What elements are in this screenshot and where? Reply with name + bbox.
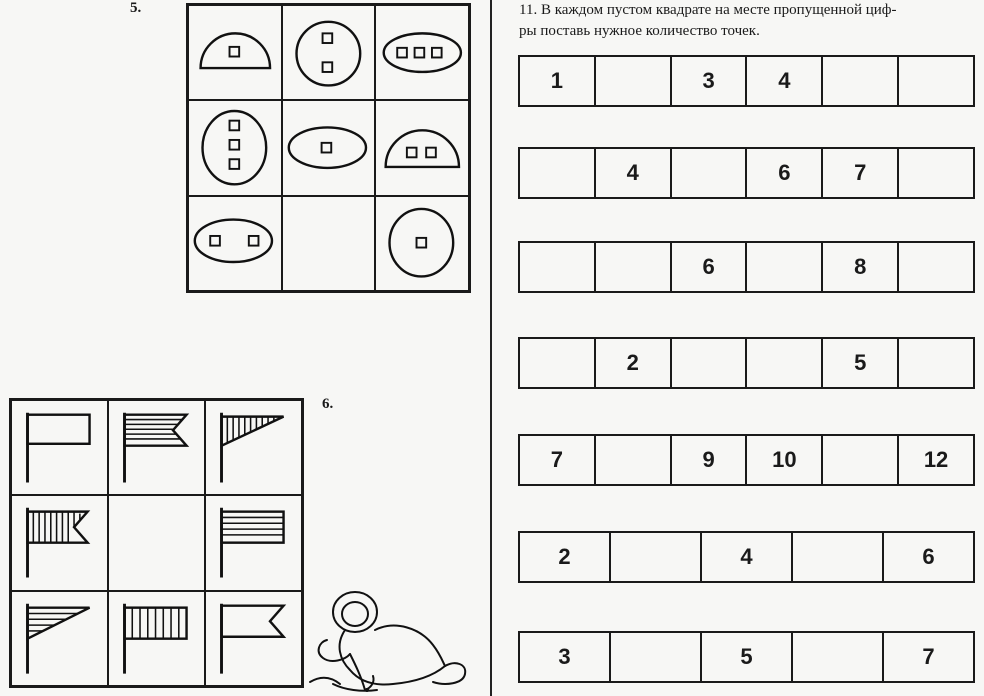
strip-box-empty[interactable] — [596, 243, 672, 291]
cell-ellipse-3-squares — [375, 5, 469, 100]
strip-box-empty[interactable] — [520, 149, 596, 197]
page-divider — [490, 0, 492, 696]
strip-box: 1 — [520, 57, 596, 105]
strip-box-empty[interactable] — [793, 533, 884, 581]
flag-triangle-vertical-stripes-icon — [205, 400, 302, 495]
task-6-flag-grid — [9, 398, 304, 688]
strip-box-empty[interactable] — [823, 57, 899, 105]
cell-circle-2-squares — [282, 5, 376, 100]
flag-triangle-horizontal-stripes-icon — [11, 591, 108, 686]
strip-box-empty[interactable] — [899, 57, 973, 105]
instruction-line-2: ры поставь нужное количество точек. — [519, 23, 760, 39]
cell-circle-3-squares — [188, 100, 282, 195]
number-strip-5 — [518, 434, 975, 486]
cell-empty-answer[interactable] — [108, 495, 205, 590]
strip-box: 7 — [520, 436, 596, 484]
strip-box-empty[interactable] — [520, 243, 596, 291]
cell-circle-1-square — [375, 196, 469, 291]
strip-box: 7 — [823, 149, 899, 197]
strip-box-empty[interactable] — [747, 243, 823, 291]
strip-box: 6 — [922, 544, 935, 569]
flag-plain-notched-icon — [205, 591, 302, 686]
number-strip-3 — [518, 241, 975, 293]
strip-box: 5 — [823, 339, 899, 387]
strip-box: 6 — [672, 243, 748, 291]
cell-ellipse-1-square — [282, 100, 376, 195]
number-strip-1 — [518, 55, 975, 107]
strip-box-empty[interactable] — [747, 339, 823, 387]
number-strip-4 — [518, 337, 975, 389]
number-strip-2 — [518, 147, 975, 199]
strip-box-empty[interactable] — [672, 149, 748, 197]
instruction-line-1: 11. В каждом пустом квадрате на месте пропущенной циф- — [519, 2, 897, 18]
strip-box: 3 — [672, 57, 748, 105]
cell-ellipse-2-squares — [188, 196, 282, 291]
cell-half-circle-2-squares — [375, 100, 469, 195]
strip-box-empty[interactable] — [596, 436, 672, 484]
mouse-illustration-icon — [305, 590, 475, 696]
flag-plain-rectangle-icon — [11, 400, 108, 495]
task-5-number: 5. — [130, 0, 142, 16]
strip-box-empty[interactable] — [899, 243, 973, 291]
strip-box: 9 — [672, 436, 748, 484]
task-5-shape-grid — [186, 3, 471, 293]
strip-box: 4 — [747, 57, 823, 105]
task-11-instruction — [519, 0, 979, 42]
cell-half-circle-1-square — [188, 5, 282, 100]
strip-box: 2 — [520, 533, 611, 581]
strip-box: 5 — [702, 633, 793, 681]
strip-box-empty[interactable] — [793, 633, 884, 681]
flag-striped-notched-icon — [108, 400, 205, 495]
strip-box: 7 — [922, 644, 935, 669]
flag-horizontal-stripes-rectangle-icon — [205, 495, 302, 590]
strip-box-empty[interactable] — [611, 533, 702, 581]
strip-box: 3 — [520, 633, 611, 681]
strip-box: 6 — [747, 149, 823, 197]
task-6-number: 6. — [322, 396, 334, 412]
flag-vertical-stripes-notched-icon — [11, 495, 108, 590]
cell-empty-answer[interactable] — [282, 196, 376, 291]
strip-box-empty[interactable] — [823, 436, 899, 484]
strip-box: 8 — [823, 243, 899, 291]
strip-box-empty[interactable] — [596, 57, 672, 105]
strip-box: 4 — [596, 149, 672, 197]
number-strip-6 — [518, 531, 975, 583]
strip-box: 4 — [702, 533, 793, 581]
strip-box-empty[interactable] — [611, 633, 702, 681]
strip-box: 12 — [923, 447, 949, 472]
strip-box-empty[interactable] — [520, 339, 596, 387]
strip-box-empty[interactable] — [672, 339, 748, 387]
number-strip-7 — [518, 631, 975, 683]
strip-box: 10 — [747, 436, 823, 484]
flag-vertical-stripes-rectangle-icon — [108, 591, 205, 686]
strip-box-empty[interactable] — [899, 339, 973, 387]
strip-box-empty[interactable] — [899, 149, 973, 197]
strip-box: 2 — [596, 339, 672, 387]
